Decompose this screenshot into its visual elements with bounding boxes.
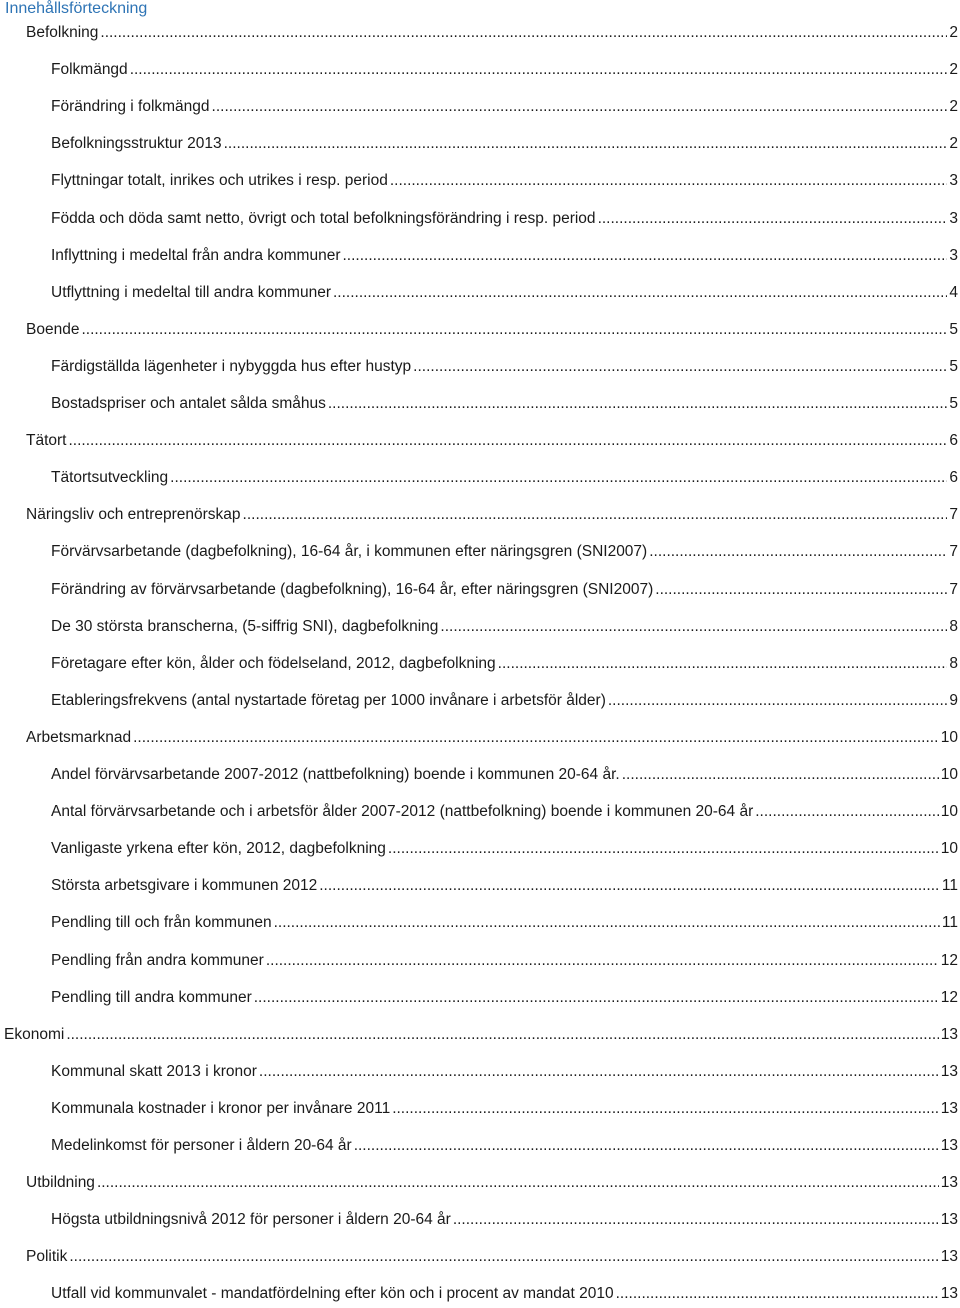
toc-section-entry[interactable] (26, 728, 958, 748)
dot-leader (274, 913, 940, 933)
toc-entry-label: Födda och döda samt netto, övrigt och total befolkningsförändring i resp. period (51, 209, 596, 227)
toc-page-number: 5 (949, 395, 958, 412)
toc-subentry[interactable] (51, 283, 958, 303)
toc-subentry[interactable] (51, 580, 958, 600)
toc-page-number: 8 (949, 654, 958, 672)
toc-subentry[interactable] (51, 951, 958, 971)
toc-page-number: 5 (949, 320, 958, 338)
dot-leader (453, 1210, 939, 1230)
toc-page-number: 11 (941, 914, 958, 932)
dot-leader (608, 691, 948, 711)
toc-page-number: 3 (949, 209, 958, 227)
dot-leader (598, 209, 948, 229)
toc-subentry[interactable] (51, 394, 958, 414)
toc-page-number: 13 (940, 1211, 958, 1229)
dot-leader (622, 765, 939, 785)
toc-page-number: 9 (949, 691, 958, 709)
toc-entry-label: Största arbetsgivare i kommunen 2012 (51, 877, 318, 895)
toc-subentry[interactable] (51, 802, 958, 822)
toc-entry-label: Politik (26, 1248, 68, 1266)
toc-entry-label: Vanligaste yrkena efter kön, 2012, dagbefolkning (51, 840, 386, 858)
toc-entry-label: Inflyttning i medeltal från andra kommuner (51, 246, 341, 264)
toc-page-number: 12 (940, 988, 958, 1006)
toc-page-number: 5 (949, 357, 958, 375)
toc-page-number: 10 (940, 728, 958, 746)
toc-entry-label: Folkmängd (51, 61, 128, 79)
dot-leader (616, 1284, 939, 1304)
toc-page-number: 7 (949, 543, 958, 561)
toc-section-entry[interactable] (26, 505, 958, 525)
toc-entry-label: Befolkning (26, 24, 99, 41)
toc-title: Innehållsförteckning (5, 0, 148, 17)
toc-page-number: 2 (949, 24, 958, 41)
toc-entry-label: Utbildning (26, 1174, 95, 1192)
toc-page-number: 7 (949, 580, 958, 598)
toc-entry-label: Arbetsmarknad (26, 728, 132, 746)
toc-entry-label: Andel förvärvsarbetande 2007-2012 (nattbefolkning) boende i kommunen 20-64 år. (51, 766, 620, 783)
toc-subentry[interactable] (51, 209, 958, 229)
toc-subentry[interactable] (51, 913, 958, 933)
dot-leader (755, 802, 939, 822)
dot-leader (170, 468, 947, 488)
dot-leader (440, 617, 947, 637)
dot-leader (100, 23, 947, 43)
toc-entry-label: Bostadspriser och antalet sålda småhus (51, 395, 326, 412)
dot-leader (392, 1099, 939, 1119)
toc-page-number: 11 (941, 877, 958, 895)
dot-leader (69, 1247, 938, 1267)
toc-subentry[interactable] (51, 988, 958, 1008)
toc-entry-label: De 30 största branscherna, (5-siffrig SNI), dagbefolkning (51, 617, 439, 635)
dot-leader (342, 246, 947, 266)
toc-entry-label: Boende (26, 320, 80, 338)
toc-page-number: 10 (940, 840, 958, 858)
toc-entry-label: Befolkningsstruktur 2013 (51, 135, 222, 153)
dot-leader (649, 542, 947, 562)
toc-entry-label: Färdigställda lägenheter i nybyggda hus efter hustyp (51, 357, 412, 375)
toc-subentry[interactable] (51, 876, 958, 896)
toc-entry-label: Utfall vid kommunvalet - mandatfördelning efter kön och i procent av mandat 2010 (51, 1285, 614, 1303)
toc-page-number: 6 (949, 432, 958, 450)
toc-page-number: 2 (949, 61, 958, 79)
toc-subentry[interactable] (51, 134, 958, 154)
toc-subentry[interactable] (51, 617, 958, 637)
toc-subentry[interactable] (51, 654, 958, 674)
dot-leader (254, 988, 939, 1008)
dot-leader (133, 728, 939, 748)
toc-page-number: 2 (949, 98, 958, 116)
toc-entry-label: Etableringsfrekvens (antal nystartade företag per 1000 invånare i arbetsför ålder) (51, 691, 606, 709)
toc-section-entry[interactable] (26, 1247, 958, 1267)
dot-leader (319, 876, 940, 896)
dot-leader (97, 1173, 939, 1193)
toc-subentry[interactable] (51, 1284, 958, 1304)
toc-page-number: 3 (949, 172, 958, 190)
dot-leader (243, 505, 948, 525)
dot-leader (259, 1062, 939, 1082)
dot-leader (390, 171, 948, 191)
toc-subentry[interactable] (51, 765, 958, 785)
dot-leader (328, 394, 948, 414)
toc-entry-label: Högsta utbildningsnivå 2012 för personer i åldern 20-64 år (51, 1211, 451, 1229)
toc-section-entry[interactable] (26, 320, 958, 340)
dot-leader (212, 97, 948, 117)
toc-subentry[interactable] (51, 691, 958, 711)
toc-entry-label: Kommunala kostnader i kronor per invånare 2011 (51, 1099, 391, 1117)
toc-subentry[interactable] (51, 468, 958, 488)
toc-page-number: 13 (940, 1285, 958, 1303)
toc-subentry[interactable] (51, 97, 958, 117)
toc-subentry[interactable] (51, 542, 958, 562)
toc-subentry[interactable] (51, 357, 958, 377)
toc-page-number: 8 (949, 617, 958, 635)
toc-page-number: 7 (949, 506, 958, 524)
toc-entry-label: Pendling till andra kommuner (51, 988, 252, 1006)
toc-page-number: 4 (949, 283, 958, 301)
toc-entry-label: Ekonomi (4, 1025, 65, 1043)
dot-leader (68, 431, 947, 451)
toc-entry-label: Förvärvsarbetande (dagbefolkning), 16-64 år, i kommunen efter näringsgren (SNI2007) (51, 543, 648, 561)
toc-entry-label: Företagare efter kön, ålder och födelseland, 2012, dagbefolkning (51, 654, 496, 672)
toc-page-number: 6 (949, 469, 958, 487)
toc-entry-label: Förändring av förvärvsarbetande (dagbefolkning), 16-64 år, efter näringsgren (SNI2007) (51, 580, 654, 598)
toc-page-number: 13 (940, 1062, 958, 1080)
toc-subentry[interactable] (51, 1210, 958, 1230)
toc-entry-label: Näringsliv och entreprenörskap (26, 506, 241, 524)
toc-section-entry[interactable] (26, 431, 958, 451)
dot-leader (224, 134, 948, 154)
dot-leader (333, 283, 947, 303)
dot-leader (498, 654, 948, 674)
toc-section-entry[interactable] (26, 1173, 958, 1193)
toc-page-number: 3 (949, 246, 958, 264)
toc-subentry[interactable] (51, 246, 958, 266)
toc-page-number: 13 (940, 1137, 958, 1154)
toc-page-number: 13 (940, 1248, 958, 1266)
toc-page-number: 10 (940, 766, 958, 783)
dot-leader (388, 839, 939, 859)
dot-leader (130, 60, 948, 80)
toc-page-number: 12 (940, 951, 958, 969)
toc-subentry[interactable] (51, 1099, 958, 1119)
toc-section-entry[interactable] (4, 1025, 958, 1045)
toc-subentry[interactable] (51, 1062, 958, 1082)
toc-entry-label: Antal förvärvsarbetande och i arbetsför ålder 2007-2012 (nattbefolkning) boende i kommunen 20-64 år (51, 803, 754, 821)
toc-page-number: 10 (940, 803, 958, 821)
dot-leader (354, 1136, 939, 1156)
toc-entry-label: Tätortsutveckling (51, 469, 169, 487)
toc-page-number: 2 (949, 135, 958, 153)
toc-page-number: 13 (940, 1099, 958, 1117)
dot-leader (655, 580, 947, 600)
toc-subentry[interactable] (51, 839, 958, 859)
toc-page-number: 13 (940, 1025, 958, 1043)
dot-leader (413, 357, 947, 377)
toc-subentry[interactable] (51, 60, 958, 80)
toc-page-number: 13 (940, 1174, 958, 1192)
toc-entry-label: Pendling från andra kommuner (51, 951, 264, 969)
dot-leader (266, 951, 939, 971)
toc-entry-label: Kommunal skatt 2013 i kronor (51, 1062, 257, 1080)
toc-entry-label: Pendling till och från kommunen (51, 914, 272, 932)
toc-entry-label: Förändring i folkmängd (51, 98, 210, 116)
toc-entry-label: Utflyttning i medeltal till andra kommuner (51, 283, 331, 301)
toc-entry-label: Medelinkomst för personer i åldern 20-64 år (51, 1137, 352, 1154)
toc-entry-label: Tätort (26, 432, 67, 450)
toc-subentry[interactable] (51, 1136, 958, 1156)
dot-leader (81, 320, 947, 340)
toc-section-entry[interactable] (26, 23, 958, 43)
dot-leader (66, 1025, 938, 1045)
toc-subentry[interactable] (51, 171, 958, 191)
toc-entry-label: Flyttningar totalt, inrikes och utrikes i resp. period (51, 172, 388, 190)
